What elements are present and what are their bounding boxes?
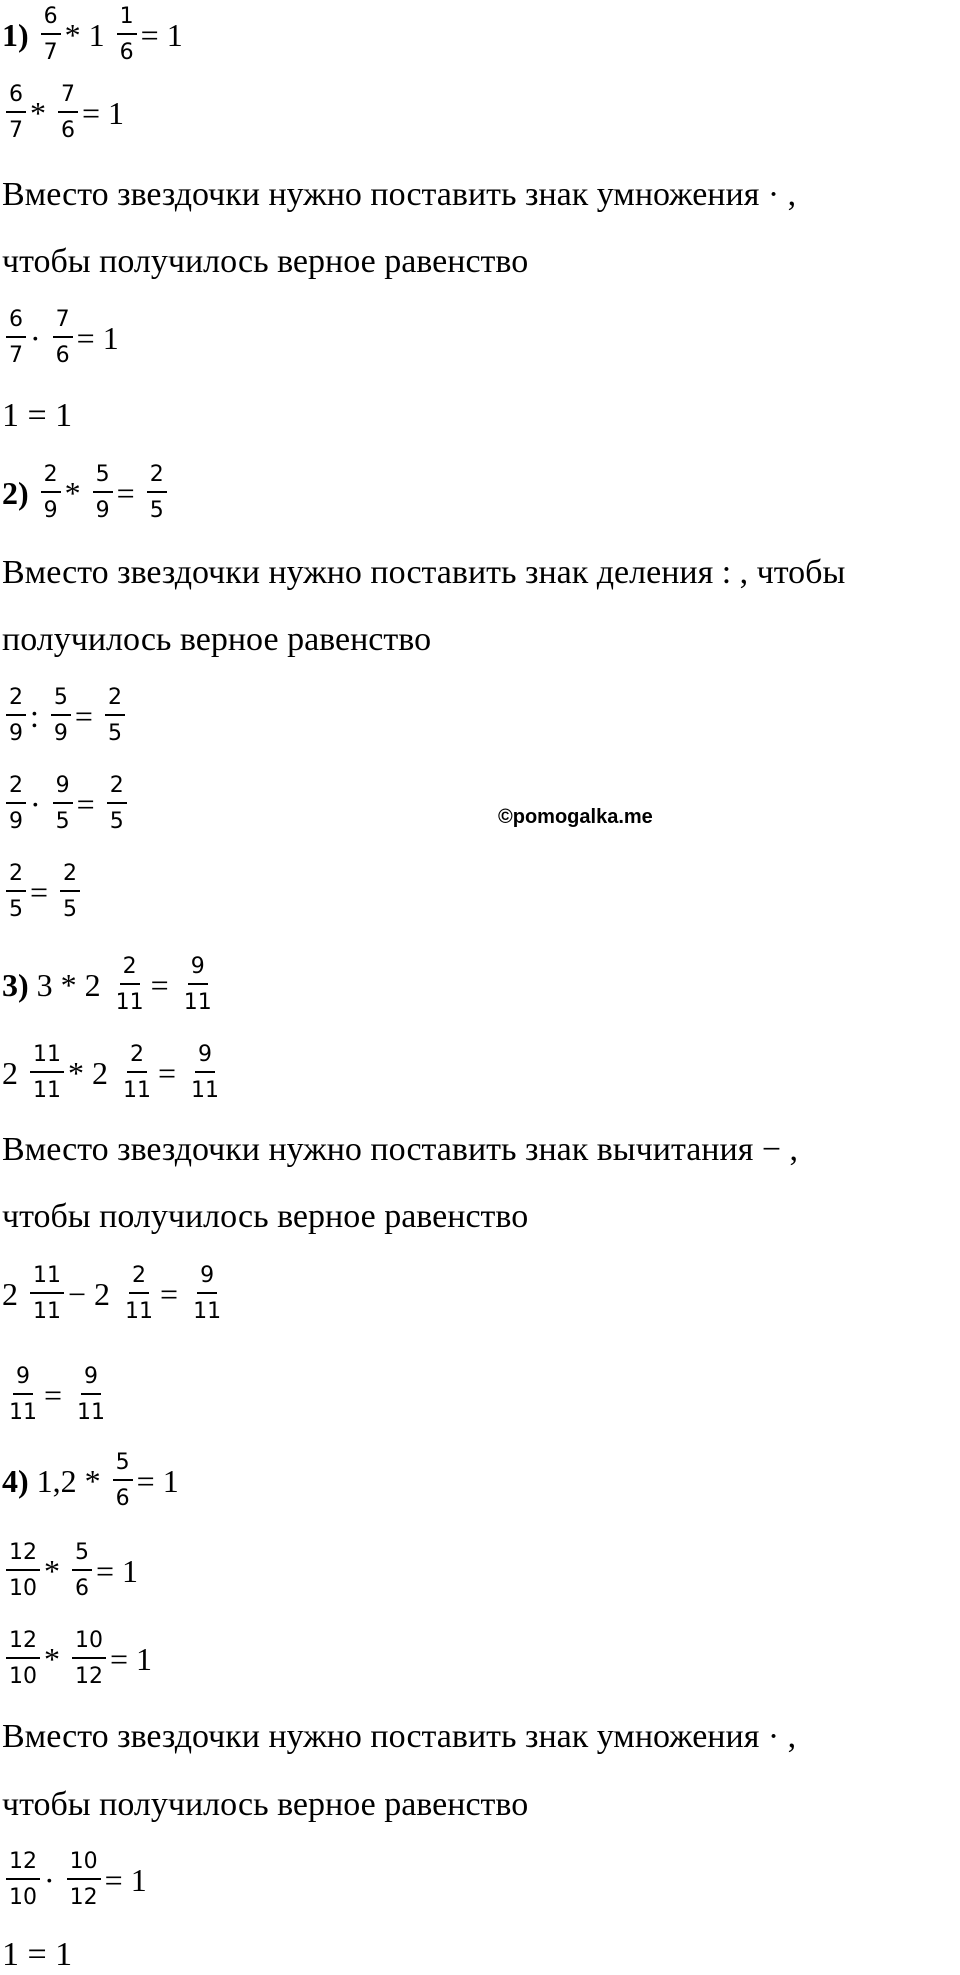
fraction	[72, 1541, 92, 1601]
expression-text: − 2	[68, 1275, 111, 1312]
text-line: 1 = 1	[2, 1936, 73, 1973]
equation-line	[2, 950, 219, 1020]
fraction	[53, 308, 73, 368]
numerator: 6	[6, 308, 26, 338]
fraction	[6, 1365, 40, 1425]
equation-line	[2, 78, 132, 148]
denominator: 5	[55, 809, 70, 834]
denominator: 10	[9, 1885, 37, 1910]
denominator: 9	[9, 721, 23, 746]
fraction	[30, 1264, 64, 1324]
equation-line	[2, 1845, 155, 1915]
numerator: 9	[188, 955, 208, 985]
denominator: 11	[33, 1078, 61, 1103]
numerator: 12	[6, 1850, 40, 1880]
numerator: 1	[117, 5, 137, 35]
denominator: 5	[149, 498, 164, 523]
expression-text: = 1	[96, 1552, 139, 1589]
denominator: 6	[55, 343, 70, 368]
text-line: 1 = 1	[2, 397, 73, 434]
problem-number: 4)	[2, 1462, 29, 1499]
numerator: 12	[6, 1629, 40, 1659]
fraction	[53, 774, 73, 834]
expression-text: * 2	[68, 1054, 108, 1091]
equation-line	[2, 857, 84, 927]
expression-text: ·	[44, 1861, 55, 1898]
fraction	[120, 1043, 154, 1103]
denominator: 7	[9, 118, 23, 143]
fraction	[113, 955, 147, 1015]
denominator: 12	[75, 1664, 103, 1689]
fraction	[41, 5, 61, 65]
denominator: 12	[69, 1885, 98, 1910]
fraction	[67, 1850, 101, 1910]
expression-text: *	[64, 16, 81, 53]
numerator: 2	[129, 1264, 149, 1294]
equation-line	[2, 769, 131, 839]
numerator: 10	[72, 1629, 106, 1659]
fraction	[105, 686, 125, 746]
expression-text: = 1	[76, 319, 119, 356]
numerator: 7	[58, 83, 78, 113]
problem-number: 2)	[2, 474, 29, 511]
text-line: чтобы получилось верное равенство	[2, 1786, 529, 1823]
denominator: 10	[9, 1576, 37, 1601]
denominator: 11	[77, 1400, 106, 1425]
numerator: 9	[13, 1365, 33, 1395]
fraction	[6, 1541, 40, 1601]
expression-text: *	[44, 1552, 60, 1589]
denominator: 10	[9, 1664, 37, 1689]
fraction	[6, 862, 26, 922]
expression-text: 3 * 2	[36, 966, 101, 1003]
fraction	[41, 463, 61, 523]
fraction	[30, 1043, 64, 1103]
fraction	[122, 1264, 156, 1324]
denominator: 11	[125, 1299, 154, 1324]
expression-text: ·	[30, 319, 41, 356]
equation-line	[2, 1259, 228, 1329]
denominator: 11	[191, 1078, 220, 1103]
expression-text: ·	[30, 785, 41, 822]
denominator: 7	[9, 343, 23, 368]
fraction	[6, 308, 26, 368]
denominator: 9	[9, 809, 23, 834]
numerator: 2	[120, 955, 140, 985]
expression-text: 1,2 *	[36, 1462, 101, 1499]
fraction	[147, 463, 167, 523]
expression-text: =	[150, 966, 169, 1003]
text-line: Вместо звездочки нужно поставить знак вычитания − ,	[2, 1131, 799, 1168]
numerator: 5	[51, 686, 71, 716]
numerator: 9	[81, 1365, 101, 1395]
denominator: 5	[107, 721, 122, 746]
text-line: Вместо звездочки нужно поставить знак умножения · ,	[2, 1718, 797, 1755]
fraction	[181, 955, 215, 1015]
denominator: 9	[53, 721, 68, 746]
fraction	[74, 1365, 108, 1425]
equation-line	[2, 458, 171, 528]
expression-text: =	[160, 1275, 179, 1312]
fraction	[188, 1043, 222, 1103]
numerator: 2	[6, 686, 26, 716]
denominator: 5	[63, 897, 78, 922]
equation-line	[2, 1624, 160, 1694]
expression-text: *	[44, 1640, 60, 1677]
expression-text: :	[30, 697, 39, 734]
denominator: 5	[9, 897, 23, 922]
numerator: 2	[107, 774, 127, 804]
numerator: 12	[6, 1541, 40, 1571]
expression-text: = 1	[140, 16, 183, 53]
numerator: 5	[113, 1451, 133, 1481]
numerator: 2	[105, 686, 125, 716]
denominator: 6	[119, 40, 134, 65]
numerator: 9	[53, 774, 73, 804]
expression-text: = 1	[136, 1462, 179, 1499]
expression-text: =	[44, 1376, 63, 1413]
watermark: ©pomogalka.me	[498, 806, 653, 828]
expression-text: *	[30, 94, 46, 131]
numerator: 2	[6, 862, 26, 892]
denominator: 11	[115, 990, 144, 1015]
fraction	[6, 686, 26, 746]
expression-text: =	[76, 785, 95, 822]
denominator: 9	[43, 498, 58, 523]
numerator: 11	[30, 1043, 64, 1073]
numerator: 2	[41, 463, 61, 493]
numerator: 2	[147, 463, 167, 493]
equation-line	[2, 0, 191, 70]
denominator: 6	[75, 1576, 89, 1601]
equation-line	[2, 1536, 146, 1606]
fraction	[72, 1629, 106, 1689]
problem-number: 3)	[2, 966, 29, 1003]
numerator: 9	[197, 1264, 217, 1294]
text-line: чтобы получилось верное равенство	[2, 1198, 529, 1235]
denominator: 6	[61, 118, 75, 143]
fraction	[93, 463, 113, 523]
numerator: 9	[195, 1043, 215, 1073]
numerator: 7	[53, 308, 73, 338]
expression-text: 1	[88, 16, 105, 53]
text-line: получилось верное равенство	[2, 621, 432, 658]
equation-line	[2, 1038, 226, 1108]
fraction	[58, 83, 78, 143]
denominator: 11	[9, 1400, 37, 1425]
numerator: 2	[6, 774, 26, 804]
fraction	[6, 1850, 40, 1910]
numerator: 6	[6, 83, 26, 113]
numerator: 10	[67, 1850, 101, 1880]
fraction	[117, 5, 137, 65]
problem-number: 1)	[2, 16, 29, 53]
numerator: 5	[72, 1541, 92, 1571]
denominator: 5	[109, 809, 124, 834]
fraction	[190, 1264, 224, 1324]
expression-text: =	[158, 1054, 177, 1091]
expression-text: 2	[2, 1275, 18, 1312]
numerator: 5	[93, 463, 113, 493]
expression-text: =	[30, 873, 49, 910]
denominator: 11	[123, 1078, 151, 1103]
equation-line	[2, 681, 129, 751]
fraction	[107, 774, 127, 834]
text-line: Вместо звездочки нужно поставить знак умножения · ,	[2, 176, 797, 213]
expression-text: *	[64, 474, 81, 511]
expression-text: = 1	[104, 1861, 147, 1898]
denominator: 9	[95, 498, 110, 523]
fraction	[51, 686, 71, 746]
equation-line	[2, 303, 127, 373]
fraction	[113, 1451, 133, 1511]
denominator: 11	[33, 1299, 61, 1324]
numerator: 2	[60, 862, 80, 892]
expression-text: = 1	[82, 94, 125, 131]
fraction	[6, 83, 26, 143]
expression-text: =	[116, 474, 135, 511]
equation-line	[2, 1360, 112, 1430]
equation-line	[2, 1446, 187, 1516]
denominator: 7	[43, 40, 58, 65]
fraction	[60, 862, 80, 922]
denominator: 11	[193, 1299, 222, 1324]
expression-text: = 1	[110, 1640, 153, 1677]
text-line: Вместо звездочки нужно поставить знак деления : , чтобы	[2, 554, 846, 591]
denominator: 11	[183, 990, 212, 1015]
denominator: 6	[115, 1486, 130, 1511]
fraction	[6, 774, 26, 834]
fraction	[6, 1629, 40, 1689]
numerator: 2	[127, 1043, 147, 1073]
expression-text: 2	[2, 1054, 18, 1091]
numerator: 11	[30, 1264, 64, 1294]
expression-text: =	[74, 697, 93, 734]
numerator: 6	[41, 5, 61, 35]
text-line: чтобы получилось верное равенство	[2, 243, 529, 280]
